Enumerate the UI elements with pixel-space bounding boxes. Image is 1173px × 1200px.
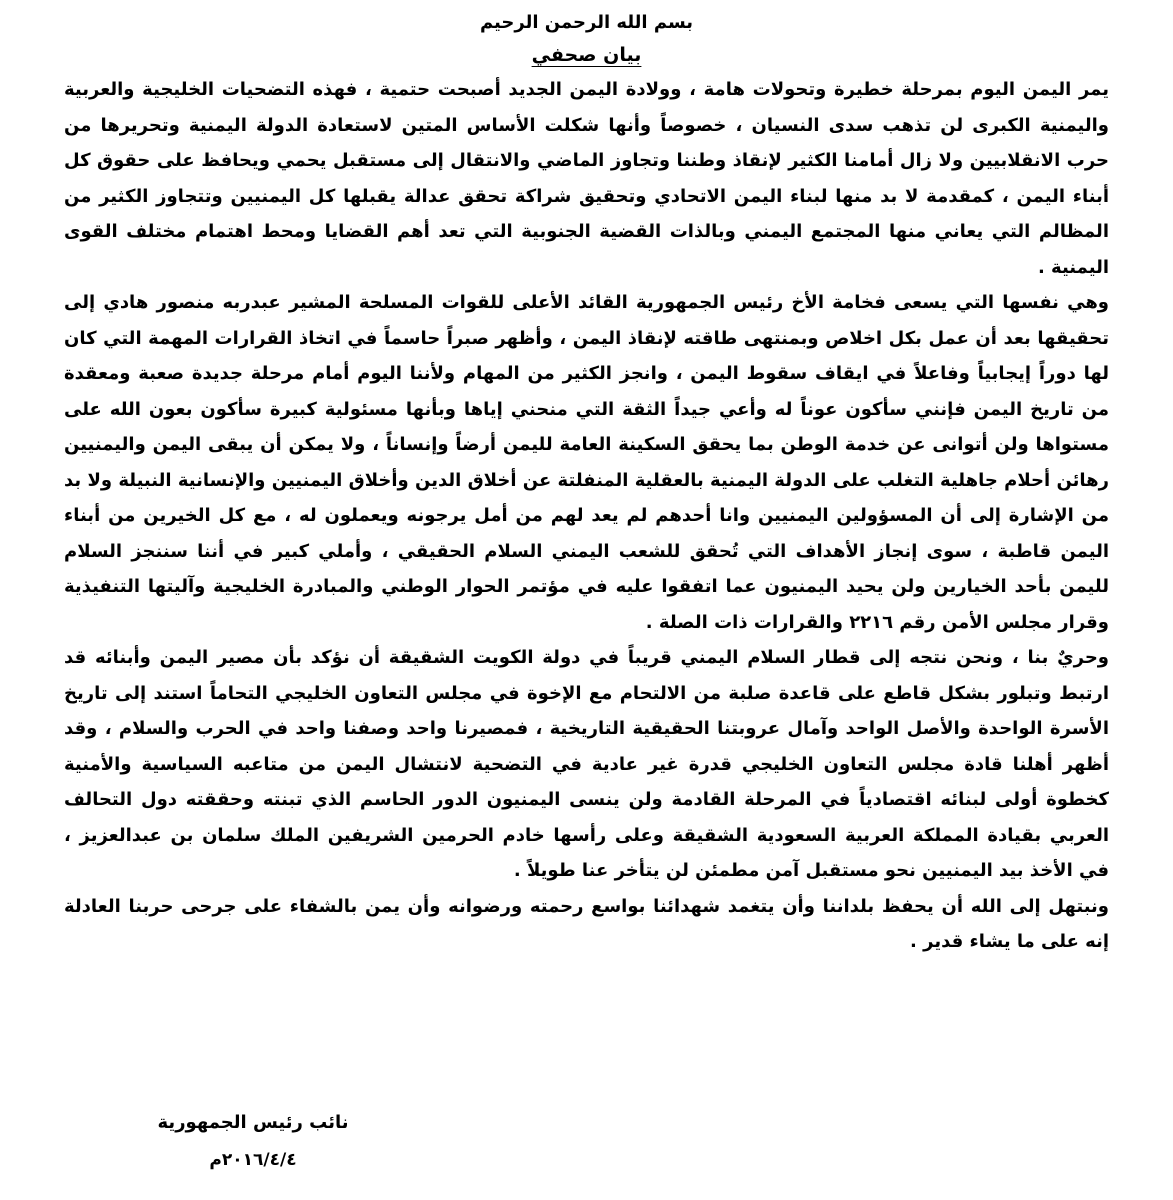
body-paragraph-3: وحريٌ بنا ، ونحن نتجه إلى قطار السلام اليمني قريباً في دولة الكويت الشقيقة أن نؤكد بأن مصير اليمن وأبنائه قد ارتبط وتبلور بشكل قاطع على قاعدة صلبة من الالتحام مع الإخوة في مجلس التعاون الخليجي التحاماً استند إلى تاريخ الأسرة الواحدة والأصل الواحد وآمال عروبتنا الحقيقية التاريخية ، فمصيرنا واحد وصفنا واحد في الحرب والسلام ، وقد أظهر أهلنا قادة مجلس التعاون الخليجي قدرة غير عادية في التضحية لانتشال اليمن من متاعبه السياسية والأمنية كخطوة أولى لبنائه اقتصادياً في المرحلة القادمة ولن ينسى اليمنيون الدور الحاسم الذي تبنته وحققته دول التحالف العربي بقيادة المملكة العربية السعودية الشقيقة وعلى رأسها خادم الحرمين الشريفين الملك سلمان بن عبدالعزيز ، في الأخذ بيد اليمنيين نحو مستقبل آمن مطمئن لن يتأخر عنا طويلاً . [64,647,1109,881]
basmala-heading: بسم الله الرحمن الرحيم [479,12,694,33]
document-date: ٢٠١٦/٤/٤م [209,1150,297,1170]
signatory-title: نائب رئيس الجمهورية [157,1112,349,1133]
document-title-text: بيان صحفي [531,44,642,66]
body-paragraph-1: يمر اليمن اليوم بمرحلة خطيرة وتحولات هامة ، وولادة اليمن الجديد أصبحت حتمية ، فهذه التضحيات الخليجية والعربية واليمنية الكبرى لن تذهب سدى النسيان ، خصوصاً وأنها شكلت الأساس المتين لاستعادة الدولة اليمنية وتحريرها من حرب الانقلابيين ولا زال أمامنا الكثير لإنقاذ وطننا وتجاوز الماضي والانتقال إلى مستقبل يحمي ويحافظ على حقوق كل أبناء اليمن ، كمقدمة لا بد منها لبناء اليمن الاتحادي وتحقيق شراكة تحقق عدالة يقبلها كل اليمنيين وتتجاوز الكثير من المظالم التي يعاني منها المجتمع اليمني وبالذات القضية الجنوبية التي تعد أهم القضايا ومحط اهتمام مختلف القوى اليمنية . [64,79,1109,278]
body-paragraph-4: ونبتهل إلى الله أن يحفظ بلداننا وأن يتغمد شهدائنا بواسع رحمته ورضوانه وأن يمن بالشفاء على جرحى حربنا العادلة إنه على ما يشاء قدير . [64,895,1109,952]
signature-block [123,1110,383,1172]
document-body [64,72,1109,960]
document-title [64,42,1109,68]
body-paragraph-2: وهي نفسها التي يسعى فخامة الأخ رئيس الجمهورية القائد الأعلى للقوات المسلحة المشير عبدربه منصور هادي إلى تحقيقها بعد أن عمل بكل اخلاص وبمنتهى طاقته لإنقاذ اليمن ، وأظهر صبراً حاسماً في اتخاذ القرارات المهمة التي كان لها دوراً إيجابياً وفاعلاً في ايقاف سقوط اليمن ، وانجز الكثير من المهام ولأننا اليوم أمام مرحلة جديدة صعبة ومعقدة من تاريخ اليمن فإنني سأكون عوناً له وأعي جيداً الثقة التي منحني إياها وبأنها مسئولية كبيرة سأكون بعون الله على مستواها ولن أتوانى عن خدمة الوطن بما يحقق السكينة العامة لليمن أرضاً وإنساناً ، ولا يمكن أن يبقى اليمن واليمنيين رهائن أحلام جاهلية التغلب على الدولة اليمنية بالعقلية المنفلتة عن أخلاق الدين وأخلاق اليمنيين والإنسانية النبيلة ولا بد من الإشارة إلى أن المسؤولين اليمنيين وانا أحدهم لم يعد لهم من أمل يرجونه ويعملون له ، مع كل الخيرين من أبناء اليمن قاطبة ، سوى إنجاز الأهداف التي تُحقق للشعب اليمني السلام الحقيقي ، وأملي كبير في أننا سننجز السلام لليمن بأحد الخيارين ولن يحيد اليمنيون عما اتفقوا عليه في مؤتمر الحوار الوطني والمبادرة الخليجية وآليتها التنفيذية وقرار مجلس الأمن رقم ٢٢١٦ والقرارات ذات الصلة . [64,292,1109,633]
